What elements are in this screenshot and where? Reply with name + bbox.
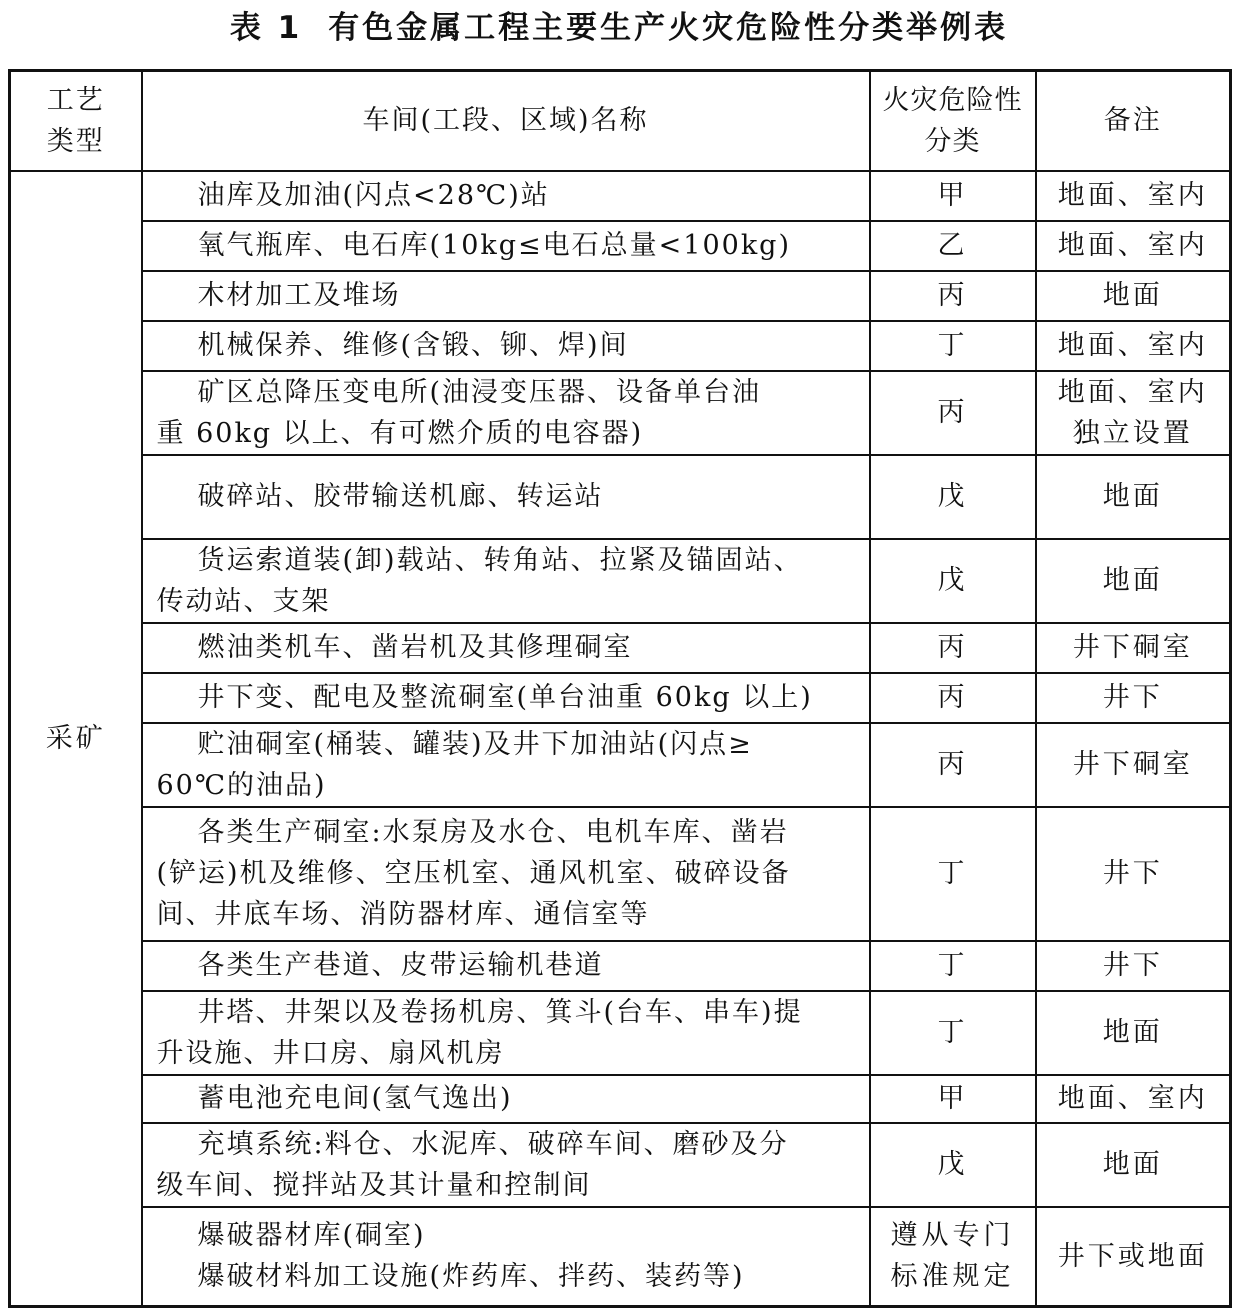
fire-class-line: 丙 [937,280,968,311]
table-row [10,221,1231,271]
fire-class-cell [870,1123,1036,1207]
fire-class-cell [870,991,1036,1075]
fire-class-line: 丙 [937,749,968,780]
header-process-type [10,71,142,171]
fire-class-cell [870,1075,1036,1123]
workshop-name-line: 60℃的油品) [156,769,327,801]
workshop-name-cell [142,1207,870,1307]
workshop-name-cell [142,991,870,1075]
workshop-name-line: 爆破器材库(硐室) [197,1220,426,1252]
workshop-name-cell [142,723,870,807]
header-remark: 备注 [1036,71,1231,171]
remark-line: 井下 [1102,858,1163,889]
table-row [10,807,1231,941]
workshop-name-line: 机械保养、维修(含锻、铆、焊)间 [197,330,629,361]
header-process-type-line: 类型 [46,125,105,157]
workshop-name-line: 矿区总降压变电所(油浸变压器、设备单台油 [197,376,762,408]
fire-class-line: 丁 [937,1017,968,1048]
workshop-name-line: 货运索道装(卸)载站、转角站、拉紧及锚固站、 [197,544,803,576]
fire-class-cell [870,807,1036,941]
remark-cell [1036,221,1231,271]
workshop-name-cell [142,623,870,673]
remark-line: 地面、室内 [1057,180,1208,211]
fire-class-cell [870,171,1036,221]
table-row [10,271,1231,321]
workshop-name-line: 重 60kg 以上、有可燃介质的电容器) [156,417,644,449]
remark-line: 地面 [1102,481,1163,512]
workshop-name-line: 传动站、支架 [156,585,331,617]
workshop-name-cell [142,673,870,723]
fire-class-line: 丁 [937,330,968,361]
fire-hazard-classification-table [8,69,1232,1308]
fire-class-line: 戊 [937,481,968,512]
header-fire-class-line: 火灾危险性 [882,84,1023,116]
fire-class-cell [870,941,1036,991]
workshop-name-cell [142,371,870,455]
workshop-name-line: 木材加工及堆场 [197,280,401,311]
header-fire-class-line: 分类 [924,125,981,157]
header-process-type-line: 工艺 [46,84,105,116]
workshop-name-line: 充填系统:料仓、水泥库、破碎车间、磨砂及分 [197,1128,789,1160]
fire-class-cell [870,221,1036,271]
table-row [10,171,1231,221]
workshop-name-line: 氧气瓶库、电石库(10kg≤电石总量<100kg) [197,230,791,261]
fire-class-line: 乙 [937,230,968,261]
remark-line: 地面、室内 [1057,230,1208,261]
workshop-name-cell [142,271,870,321]
remark-cell [1036,991,1231,1075]
fire-class-line: 丁 [937,950,968,981]
remark-cell [1036,941,1231,991]
remark-cell [1036,171,1231,221]
table-row [10,723,1231,807]
workshop-name-cell [142,321,870,371]
remark-cell [1036,807,1231,941]
fire-class-line: 戊 [937,1149,968,1180]
remark-cell [1036,723,1231,807]
workshop-name-line: 蓄电池充电间(氢气逸出) [197,1083,513,1114]
process-type-cell: 采矿 [10,171,142,1307]
workshop-name-cell [142,1075,870,1123]
workshop-name-line: 各类生产巷道、皮带运输机巷道 [197,950,604,981]
remark-cell [1036,1207,1231,1307]
workshop-name-line: 井塔、井架以及卷扬机房、箕斗(台车、串车)提 [197,996,803,1028]
fire-class-line: 甲 [937,180,968,211]
table-row [10,321,1231,371]
remark-line: 井下 [1102,950,1163,981]
workshop-name-line: 各类生产硐室:水泵房及水仓、电机车库、凿岩 [197,817,789,848]
workshop-name-line: 爆破材料加工设施(炸药库、拌药、装药等) [197,1261,745,1293]
table-title-text: 有色金属工程主要生产火灾危险性分类举例表 [328,10,1009,46]
remark-line: 地面、室内 [1057,330,1208,361]
fire-class-cell [870,371,1036,455]
fire-class-line: 丙 [937,682,968,713]
fire-class-line: 甲 [937,1083,968,1114]
remark-line: 井下或地面 [1057,1240,1208,1272]
fire-class-line: 标准规定 [890,1261,1015,1293]
remark-cell [1036,371,1231,455]
remark-line: 井下 [1102,682,1163,713]
remark-cell [1036,1123,1231,1207]
header-workshop-name: 车间(工段、区域)名称 [142,71,870,171]
table-row [10,941,1231,991]
workshop-name-cell [142,941,870,991]
table-row [10,539,1231,623]
remark-cell [1036,455,1231,539]
remark-cell [1036,271,1231,321]
fire-class-line: 戊 [937,565,968,596]
fire-class-line: 丙 [937,397,968,428]
remark-cell [1036,623,1231,673]
fire-class-line: 丁 [937,858,968,889]
workshop-name-line: 油库及加油(闪点<28℃)站 [197,180,550,211]
workshop-name-cell [142,171,870,221]
workshop-name-line: 升设施、井口房、扇风机房 [156,1037,505,1069]
remark-line: 地面、室内 [1057,376,1208,408]
workshop-name-line: 级车间、搅拌站及其计量和控制间 [156,1169,592,1201]
workshop-name-cell [142,221,870,271]
table-row [10,1075,1231,1123]
fire-class-line: 丙 [937,632,968,663]
fire-class-cell [870,321,1036,371]
workshop-name-cell [142,1123,870,1207]
workshop-name-line: 井下变、配电及整流硐室(单台油重 60kg 以上) [197,682,813,713]
table-row [10,1207,1231,1307]
table-number: 表 1 [229,10,303,46]
table-row [10,991,1231,1075]
remark-cell [1036,1075,1231,1123]
workshop-name-line: 燃油类机车、凿岩机及其修理硐室 [197,632,633,663]
remark-line: 地面 [1102,565,1163,596]
header-fire-class [870,71,1036,171]
fire-class-cell [870,1207,1036,1307]
remark-line: 独立设置 [1072,417,1193,449]
remark-cell [1036,539,1231,623]
fire-class-cell [870,539,1036,623]
workshop-name-line: (铲运)机及维修、空压机室、通风机室、破碎设备 [156,858,791,889]
fire-class-cell [870,623,1036,673]
remark-line: 地面 [1102,1149,1163,1180]
remark-cell [1036,321,1231,371]
table-row [10,1123,1231,1207]
remark-line: 地面 [1102,280,1163,311]
remark-line: 井下硐室 [1072,749,1193,780]
header-row [10,71,1231,171]
remark-line: 井下硐室 [1072,632,1193,663]
remark-cell [1036,673,1231,723]
remark-line: 地面、室内 [1057,1083,1208,1114]
workshop-name-line: 贮油硐室(桶装、罐装)及井下加油站(闪点≥ [197,728,753,760]
fire-class-cell [870,271,1036,321]
table-row [10,371,1231,455]
workshop-name-line: 间、井底车场、消防器材库、通信室等 [156,899,650,930]
workshop-name-cell [142,807,870,941]
table-row [10,623,1231,673]
workshop-name-cell [142,539,870,623]
table-title [0,6,1238,50]
workshop-name-line: 破碎站、胶带输送机廊、转运站 [197,481,604,512]
workshop-name-cell [142,455,870,539]
remark-line: 地面 [1102,1017,1163,1048]
fire-class-line: 遵从专门 [890,1220,1015,1252]
fire-class-cell [870,673,1036,723]
fire-class-cell [870,723,1036,807]
fire-class-cell [870,455,1036,539]
table-row [10,673,1231,723]
table-body [10,171,1231,1307]
table-row [10,455,1231,539]
